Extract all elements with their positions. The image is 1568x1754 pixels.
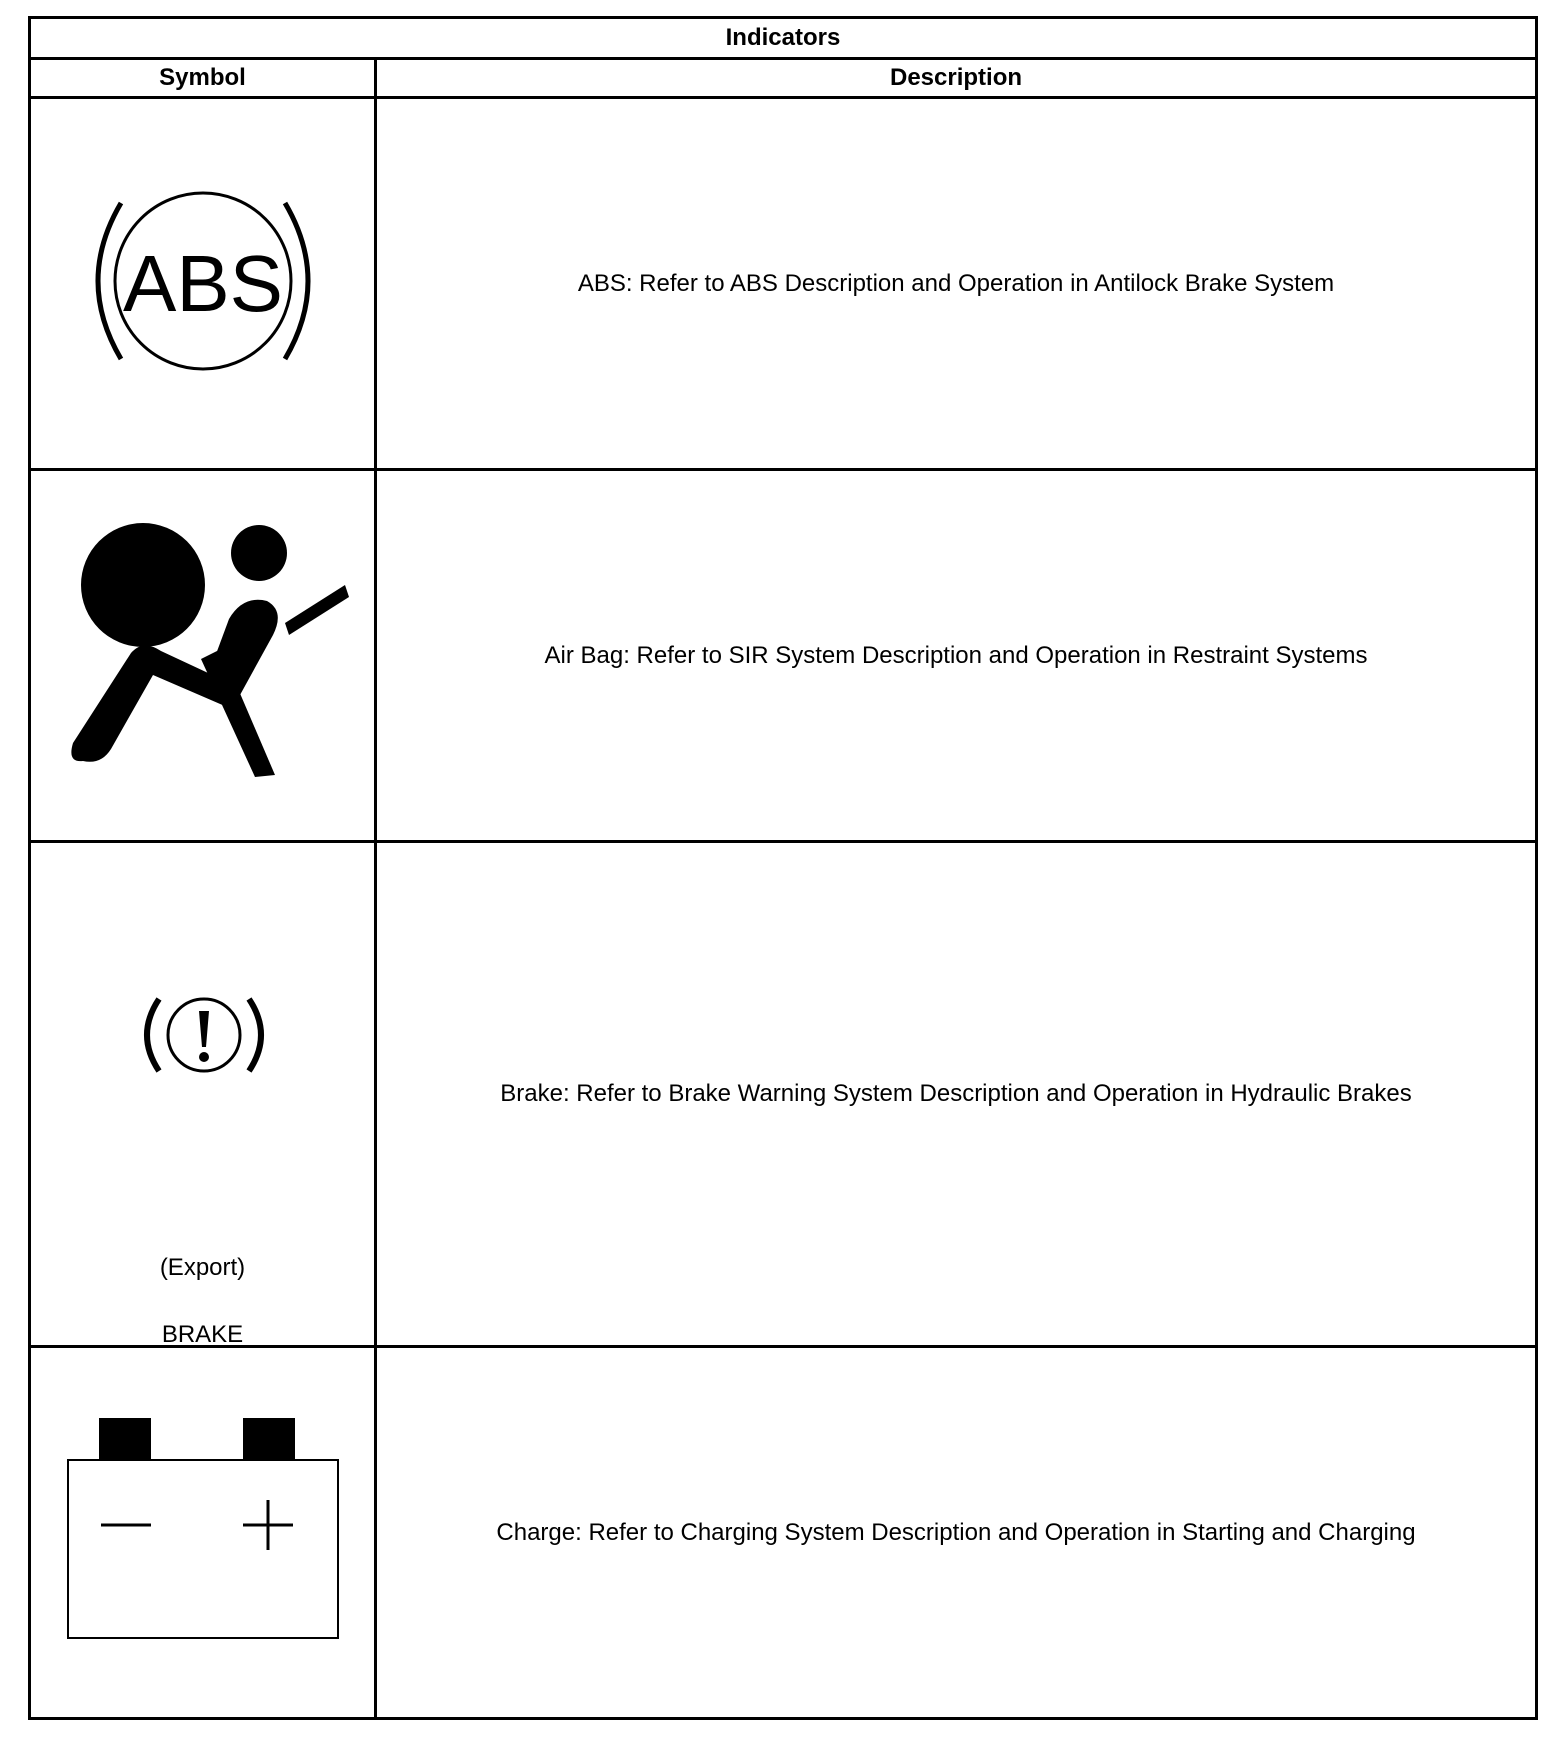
description-cell: Brake: Refer to Brake Warning System Description and Operation in Hydraulic Brakes bbox=[376, 842, 1537, 1347]
symbol-cell bbox=[30, 1347, 376, 1719]
table-row bbox=[30, 1347, 1537, 1719]
description-cell: ABS: Refer to ABS Description and Operation in Antilock Brake System bbox=[376, 98, 1537, 470]
description-cell: Air Bag: Refer to SIR System Description and Operation in Restraint Systems bbox=[376, 470, 1537, 842]
description-column-header: Description bbox=[376, 59, 1537, 98]
brake-warning-icon bbox=[139, 993, 269, 1077]
abs-icon-text: ABS bbox=[122, 239, 283, 328]
symbol-cell bbox=[30, 842, 376, 1347]
symbol-cell bbox=[30, 98, 376, 470]
brake-label: BRAKE bbox=[161, 1321, 244, 1348]
table-row bbox=[30, 98, 1537, 470]
indicators-table bbox=[28, 16, 1538, 1720]
symbol-column-header: Symbol bbox=[30, 59, 376, 98]
table-row bbox=[30, 470, 1537, 842]
table-row bbox=[30, 842, 1537, 1347]
description-cell: Charge: Refer to Charging System Description and Operation in Starting and Charging bbox=[376, 1347, 1537, 1719]
air-bag-icon bbox=[53, 523, 353, 783]
brake-export-note: (Export) bbox=[159, 1254, 246, 1281]
abs-warning-icon bbox=[83, 191, 323, 371]
battery-charge-icon bbox=[65, 1418, 341, 1642]
table-title: Indicators bbox=[30, 18, 1537, 59]
symbol-cell bbox=[30, 470, 376, 842]
